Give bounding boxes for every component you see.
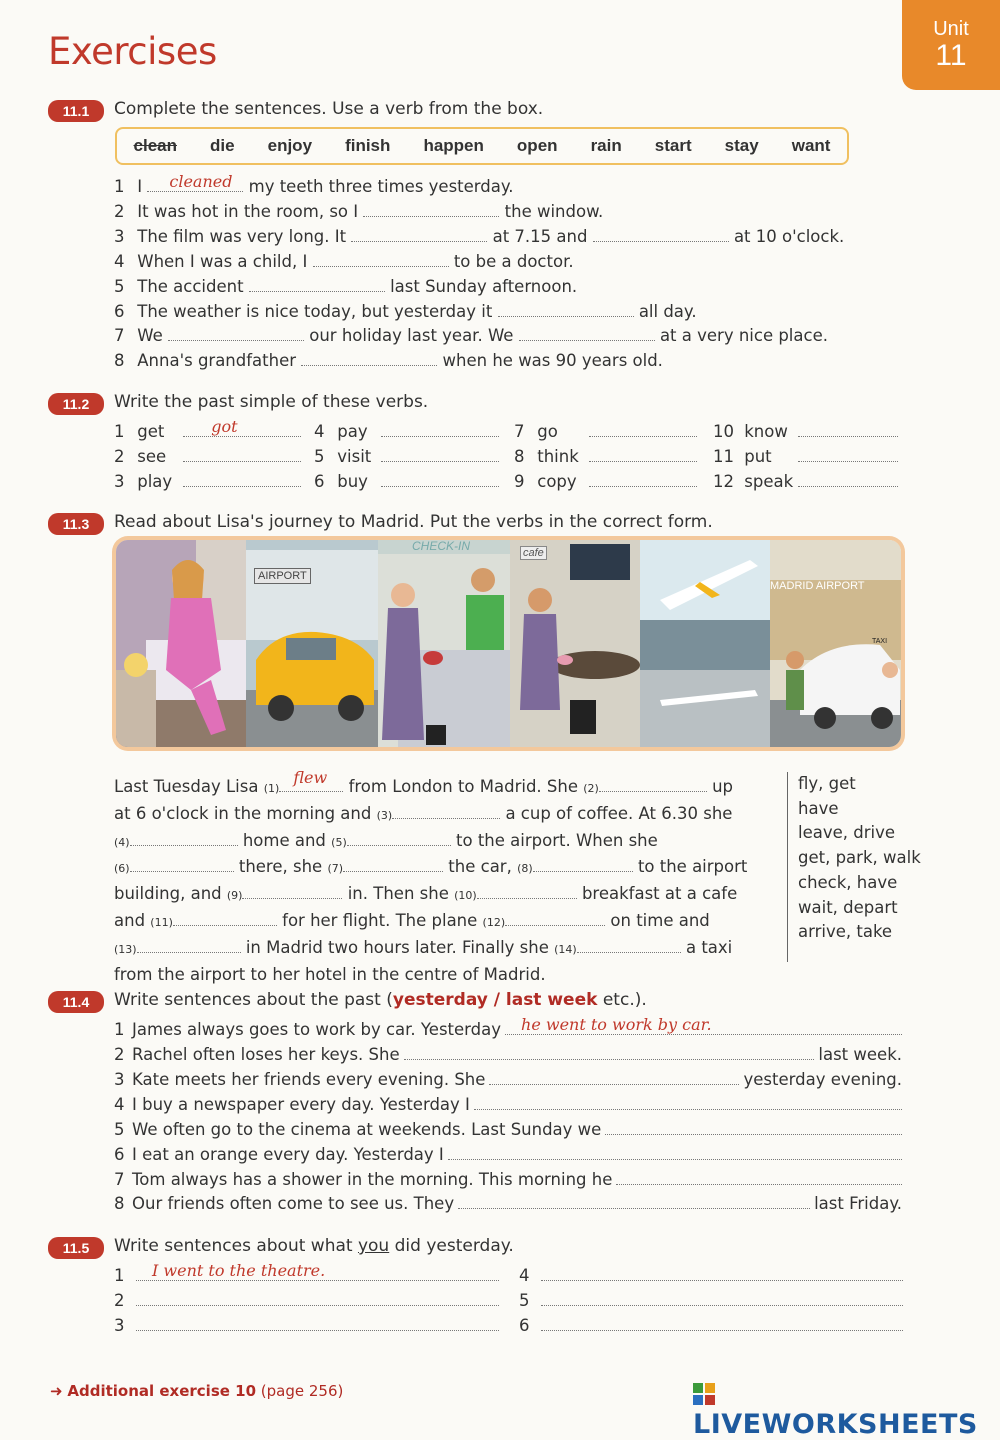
line-number: 3 bbox=[114, 1070, 125, 1089]
ex1-line-6 bbox=[114, 302, 697, 321]
answer-field[interactable] bbox=[249, 277, 385, 292]
answer-field[interactable] bbox=[498, 302, 634, 317]
ex2-item bbox=[114, 472, 301, 491]
cafe-panel bbox=[510, 540, 640, 747]
verb-box-word: open bbox=[516, 136, 558, 155]
exercise-badge-11-5: 11.5 bbox=[48, 1237, 104, 1259]
story-text: breakfast at a cafe bbox=[581, 884, 738, 904]
ex4-line-7 bbox=[114, 1170, 902, 1189]
item-verb: see bbox=[137, 447, 167, 466]
answer-field[interactable] bbox=[798, 422, 898, 437]
gap-number: (11) bbox=[150, 915, 173, 929]
line-number: 1 bbox=[114, 1020, 125, 1039]
line-number: 7 bbox=[114, 326, 125, 345]
answer-field[interactable] bbox=[589, 422, 697, 437]
line-text: at 7.15 and bbox=[492, 227, 588, 246]
item-number: 12 bbox=[713, 472, 734, 491]
item-number: 1 bbox=[114, 422, 125, 441]
gap-number: (8) bbox=[517, 862, 533, 876]
instruction-text: etc.). bbox=[597, 990, 647, 1010]
line-number: 6 bbox=[114, 302, 125, 321]
answer-text: I went to the theatre. bbox=[152, 1261, 326, 1280]
ex5-line-4 bbox=[519, 1266, 903, 1285]
answer-field[interactable] bbox=[533, 857, 633, 872]
item-number: 7 bbox=[514, 422, 525, 441]
story-text: up bbox=[712, 777, 734, 796]
line-text: our holiday last year. We bbox=[309, 326, 514, 345]
answer-field[interactable] bbox=[347, 831, 451, 846]
line-text: last Friday. bbox=[814, 1194, 902, 1213]
answer-text: got bbox=[211, 417, 238, 436]
item-number: 4 bbox=[314, 422, 325, 441]
item-verb: put bbox=[744, 447, 772, 466]
ex4-line-2 bbox=[114, 1045, 902, 1064]
journey-illustration bbox=[116, 540, 901, 747]
story-text: a cup of coffee. At 6.30 she bbox=[505, 803, 733, 823]
verb-hint: arrive, take bbox=[798, 922, 893, 942]
unit-number: 11 bbox=[935, 39, 967, 72]
ex1-line-4 bbox=[114, 252, 574, 271]
answer-field[interactable] bbox=[489, 1070, 739, 1085]
ex1-line-7 bbox=[114, 326, 828, 345]
answer-field[interactable] bbox=[183, 447, 301, 462]
answer-field[interactable] bbox=[381, 472, 499, 487]
ex2-item bbox=[314, 472, 499, 491]
checkin-sign: CHECK-IN bbox=[412, 540, 471, 553]
line-number: 4 bbox=[114, 1095, 125, 1114]
ex2-item bbox=[314, 422, 499, 441]
line-text: last Sunday afternoon. bbox=[390, 277, 578, 296]
line-text: my teeth three times yesterday. bbox=[248, 177, 514, 196]
verb-hint: get, park, walk bbox=[798, 848, 921, 868]
answer-field[interactable] bbox=[130, 857, 234, 872]
line-number: 5 bbox=[114, 277, 125, 296]
answer-field[interactable] bbox=[404, 1045, 815, 1060]
car-panel bbox=[246, 540, 378, 747]
answer-field[interactable] bbox=[541, 1316, 903, 1331]
plane-panel bbox=[640, 540, 770, 747]
exercise-badge-11-2: 11.2 bbox=[48, 393, 104, 415]
answer-field[interactable] bbox=[137, 938, 241, 953]
madrid-airport-sign: MADRID AIRPORT bbox=[770, 580, 865, 592]
line-text: all day. bbox=[638, 302, 697, 321]
ex1-line-5 bbox=[114, 277, 577, 296]
ex5-line-6 bbox=[519, 1316, 903, 1335]
item-verb: know bbox=[744, 422, 788, 441]
item-number: 2 bbox=[114, 447, 125, 466]
verb-box-word: start bbox=[654, 136, 692, 155]
verb-box-word: happen bbox=[423, 136, 484, 155]
line-number: 1 bbox=[114, 1266, 125, 1285]
verb-box-word: stay bbox=[724, 136, 759, 155]
gap-number: (14) bbox=[554, 942, 577, 956]
line-number: 8 bbox=[114, 351, 125, 370]
taxi-panel bbox=[770, 540, 901, 747]
lisa-story bbox=[114, 768, 764, 987]
additional-exercise-link[interactable] bbox=[50, 1382, 343, 1400]
ex4-line-8 bbox=[114, 1194, 902, 1213]
item-number: 11 bbox=[713, 447, 734, 466]
line-number: 5 bbox=[519, 1291, 530, 1310]
line-number: 3 bbox=[114, 1316, 125, 1335]
gap-number: (1) bbox=[263, 782, 280, 795]
line-number: 4 bbox=[519, 1266, 530, 1285]
line-text: It was hot in the room, so I bbox=[137, 202, 359, 221]
bedroom-panel bbox=[116, 540, 246, 747]
answer-field[interactable] bbox=[242, 884, 342, 899]
ex1-line-1 bbox=[114, 172, 514, 196]
item-verb: play bbox=[137, 472, 173, 491]
line-text: James always goes to work by car. Yesterday bbox=[132, 1020, 502, 1039]
ex2-item bbox=[514, 472, 697, 491]
answer-field[interactable] bbox=[183, 417, 301, 437]
line-number: 2 bbox=[114, 1045, 125, 1064]
exercise-11-2-instruction: Write the past simple of these verbs. bbox=[114, 392, 429, 412]
ex2-item bbox=[114, 447, 301, 466]
footer-text: (page 256) bbox=[256, 1382, 344, 1400]
ex4-line-3 bbox=[114, 1070, 902, 1089]
gap-number: (2) bbox=[583, 782, 599, 795]
item-verb: go bbox=[537, 422, 558, 441]
exercise-badge-11-1: 11.1 bbox=[48, 100, 104, 122]
liveworksheets-logo bbox=[693, 1378, 1000, 1440]
line-text: to be a doctor. bbox=[453, 252, 574, 271]
instruction-underlined: you bbox=[357, 1236, 390, 1256]
cafe-sign: cafe bbox=[520, 546, 547, 560]
gap-number: (7) bbox=[327, 862, 344, 876]
line-number: 6 bbox=[519, 1316, 530, 1335]
verb-hint: leave, drive bbox=[798, 823, 896, 843]
gap-number: (6) bbox=[114, 862, 130, 876]
ex4-line-5 bbox=[114, 1120, 902, 1139]
verb-box-word: rain bbox=[590, 136, 622, 155]
ex2-item bbox=[514, 447, 697, 466]
answer-field[interactable] bbox=[130, 831, 238, 846]
story-text: from the airport to her hotel in the centre of Madrid. bbox=[114, 964, 546, 984]
ex5-line-3 bbox=[114, 1316, 499, 1335]
story-text: on time and bbox=[610, 910, 710, 930]
story-text: in. Then she bbox=[347, 884, 449, 904]
answer-field[interactable] bbox=[301, 351, 437, 366]
ex1-line-3 bbox=[114, 227, 844, 246]
gap-number: (4) bbox=[114, 835, 130, 849]
answer-field[interactable] bbox=[541, 1291, 903, 1306]
line-text: when he was 90 years old. bbox=[442, 351, 663, 370]
item-verb: speak bbox=[744, 472, 794, 491]
logo-grid-icon bbox=[693, 1381, 715, 1403]
answer-field[interactable] bbox=[136, 1261, 499, 1281]
answer-field[interactable] bbox=[519, 326, 655, 341]
gap-number: (9) bbox=[226, 889, 243, 903]
gap-number: (10) bbox=[454, 889, 477, 903]
line-text: Tom always has a shower in the morning. This morning he bbox=[132, 1170, 613, 1189]
answer-field[interactable] bbox=[589, 447, 697, 462]
gap-number: (5) bbox=[331, 835, 347, 849]
story-text: in Madrid two hours later. Finally she bbox=[245, 937, 549, 957]
line-text: at a very nice place. bbox=[659, 326, 828, 345]
instruction-text: Write sentences about what bbox=[114, 1236, 358, 1256]
line-text: Rachel often loses her keys. She bbox=[132, 1045, 400, 1064]
line-number: 3 bbox=[114, 227, 125, 246]
ex2-item bbox=[713, 472, 898, 491]
line-text: We often go to the cinema at weekends. Last Sunday we bbox=[132, 1120, 602, 1139]
story-text: Last Tuesday Lisa bbox=[114, 777, 259, 796]
ex2-item bbox=[114, 417, 301, 441]
answer-field[interactable] bbox=[477, 884, 577, 899]
footer-bold: Additional exercise 10 bbox=[67, 1382, 257, 1400]
story-text: for her flight. The plane bbox=[282, 910, 478, 930]
ex5-line-2 bbox=[114, 1291, 499, 1310]
answer-field[interactable] bbox=[541, 1266, 903, 1281]
exercise-11-5-instruction bbox=[114, 1236, 514, 1256]
verb-box-word: enjoy bbox=[267, 136, 313, 155]
page-title: Exercises bbox=[48, 30, 217, 73]
ex1-line-8 bbox=[114, 351, 663, 370]
item-number: 9 bbox=[514, 472, 525, 491]
answer-field[interactable] bbox=[279, 768, 343, 792]
answer-field[interactable] bbox=[183, 472, 301, 487]
ex2-item bbox=[713, 422, 898, 441]
story-text: a taxi bbox=[685, 937, 733, 957]
answer-field[interactable] bbox=[136, 1291, 499, 1306]
item-verb: pay bbox=[337, 422, 368, 441]
line-text: yesterday evening. bbox=[743, 1070, 902, 1089]
ex1-line-2 bbox=[114, 202, 603, 221]
checkin-panel bbox=[378, 540, 510, 747]
line-text: Kate meets her friends every evening. She bbox=[132, 1070, 486, 1089]
ex5-line-1 bbox=[114, 1261, 499, 1285]
answer-field[interactable] bbox=[798, 472, 898, 487]
exercise-11-3-instruction: Read about Lisa's journey to Madrid. Put the verbs in the correct form. bbox=[114, 512, 713, 532]
story-text: the car, bbox=[448, 857, 512, 877]
item-verb: think bbox=[537, 447, 579, 466]
unit-tab bbox=[902, 0, 1000, 90]
gap-number: (3) bbox=[376, 808, 393, 822]
instruction-highlight: yesterday / last week bbox=[392, 990, 598, 1010]
answer-field[interactable] bbox=[351, 227, 487, 242]
gap-number: (13) bbox=[114, 942, 137, 956]
answer-field[interactable] bbox=[505, 1015, 902, 1035]
exercise-11-1-instruction: Complete the sentences. Use a verb from the box. bbox=[114, 99, 544, 119]
ex2-item bbox=[713, 447, 898, 466]
line-text: I eat an orange every day. Yesterday I bbox=[132, 1145, 444, 1164]
arrow-icon: ➜ bbox=[50, 1382, 63, 1400]
line-text: The weather is nice today, but yesterday it bbox=[137, 302, 493, 321]
story-text: home and bbox=[242, 830, 326, 850]
taxi-sign: TAXI bbox=[872, 638, 888, 645]
story-text: building, and bbox=[114, 884, 222, 904]
ex2-item bbox=[514, 422, 697, 441]
item-verb: get bbox=[137, 422, 165, 441]
line-text: Our friends often come to see us. They bbox=[132, 1194, 455, 1213]
item-number: 5 bbox=[314, 447, 325, 466]
line-number: 2 bbox=[114, 1291, 125, 1310]
answer-text: flew bbox=[293, 768, 328, 788]
answer-field[interactable] bbox=[605, 1120, 902, 1135]
answer-field[interactable] bbox=[616, 1170, 902, 1185]
verb-box-word: die bbox=[210, 136, 235, 155]
line-text: at 10 o'clock. bbox=[733, 227, 845, 246]
ex4-line-6 bbox=[114, 1145, 902, 1164]
item-number: 10 bbox=[713, 422, 734, 441]
line-text: We bbox=[137, 326, 163, 345]
item-verb: copy bbox=[537, 472, 577, 491]
answer-field[interactable] bbox=[448, 1145, 902, 1160]
answer-field[interactable] bbox=[168, 326, 304, 341]
line-number: 8 bbox=[114, 1194, 125, 1213]
ex5-line-5 bbox=[519, 1291, 903, 1310]
item-verb: visit bbox=[337, 447, 372, 466]
answer-field[interactable] bbox=[798, 447, 898, 462]
verb-hint: fly, get bbox=[798, 774, 856, 793]
answer-field[interactable] bbox=[343, 857, 443, 872]
story-text: to the airport. When she bbox=[456, 830, 658, 850]
instruction-text: Write sentences about the past ( bbox=[114, 990, 393, 1010]
line-text: Anna's grandfather bbox=[137, 351, 297, 370]
line-text: The accident bbox=[137, 277, 244, 296]
story-text: and bbox=[114, 910, 146, 930]
answer-field[interactable] bbox=[173, 911, 277, 926]
answer-field[interactable] bbox=[136, 1316, 499, 1331]
answer-field[interactable] bbox=[381, 447, 499, 462]
verb-box bbox=[115, 127, 849, 165]
line-text: When I was a child, I bbox=[137, 252, 308, 271]
ex4-line-4 bbox=[114, 1095, 902, 1114]
item-number: 6 bbox=[314, 472, 325, 491]
story-text: to the airport bbox=[637, 857, 748, 877]
item-number: 3 bbox=[114, 472, 125, 491]
line-text: the window. bbox=[504, 202, 604, 221]
verb-box-word: want bbox=[791, 136, 831, 155]
ex4-line-1 bbox=[114, 1015, 902, 1039]
exercise-badge-11-3: 11.3 bbox=[48, 513, 104, 535]
exercise-badge-11-4: 11.4 bbox=[48, 991, 104, 1013]
answer-field[interactable] bbox=[474, 1095, 902, 1110]
unit-label: Unit bbox=[933, 18, 969, 40]
answer-field[interactable] bbox=[589, 472, 697, 487]
story-text: from London to Madrid. She bbox=[348, 777, 578, 796]
line-text: The film was very long. It bbox=[137, 227, 347, 246]
story-text: at 6 o'clock in the morning and bbox=[114, 803, 372, 823]
line-text: I bbox=[137, 177, 143, 196]
item-verb: buy bbox=[337, 472, 368, 491]
verb-hints bbox=[787, 772, 921, 962]
logo-text: LIVEWORKSHEETS bbox=[693, 1409, 978, 1440]
item-number: 8 bbox=[514, 447, 525, 466]
line-text: last week. bbox=[818, 1045, 902, 1064]
answer-field[interactable] bbox=[392, 804, 500, 819]
line-number: 6 bbox=[114, 1145, 125, 1164]
verb-hint: check, have bbox=[798, 872, 898, 892]
answer-text: he went to work by car. bbox=[521, 1015, 712, 1034]
exercise-11-4-instruction bbox=[114, 990, 647, 1010]
instruction-text: did yesterday. bbox=[389, 1236, 514, 1256]
line-number: 7 bbox=[114, 1170, 125, 1189]
answer-field[interactable] bbox=[381, 422, 499, 437]
answer-field[interactable] bbox=[593, 227, 729, 242]
line-number: 1 bbox=[114, 177, 125, 196]
answer-field[interactable] bbox=[363, 202, 499, 217]
answer-field[interactable] bbox=[313, 252, 449, 267]
verb-box-word: clean bbox=[133, 136, 177, 155]
line-number: 4 bbox=[114, 252, 125, 271]
gap-number: (12) bbox=[482, 915, 506, 929]
line-number: 2 bbox=[114, 202, 125, 221]
verb-hint: have bbox=[798, 798, 839, 818]
verb-box-word: finish bbox=[345, 136, 391, 155]
answer-field[interactable] bbox=[505, 911, 605, 926]
answer-field[interactable] bbox=[147, 172, 243, 192]
answer-field[interactable] bbox=[458, 1194, 810, 1209]
line-number: 5 bbox=[114, 1120, 125, 1139]
ex2-item bbox=[314, 447, 499, 466]
answer-text: cleaned bbox=[169, 172, 233, 191]
line-text: I buy a newspaper every day. Yesterday I bbox=[132, 1095, 470, 1114]
airport-sign: AIRPORT bbox=[254, 568, 311, 584]
story-text: there, she bbox=[238, 857, 323, 877]
answer-field[interactable] bbox=[577, 938, 681, 953]
answer-field[interactable] bbox=[599, 777, 707, 792]
verb-hint: wait, depart bbox=[798, 897, 898, 917]
